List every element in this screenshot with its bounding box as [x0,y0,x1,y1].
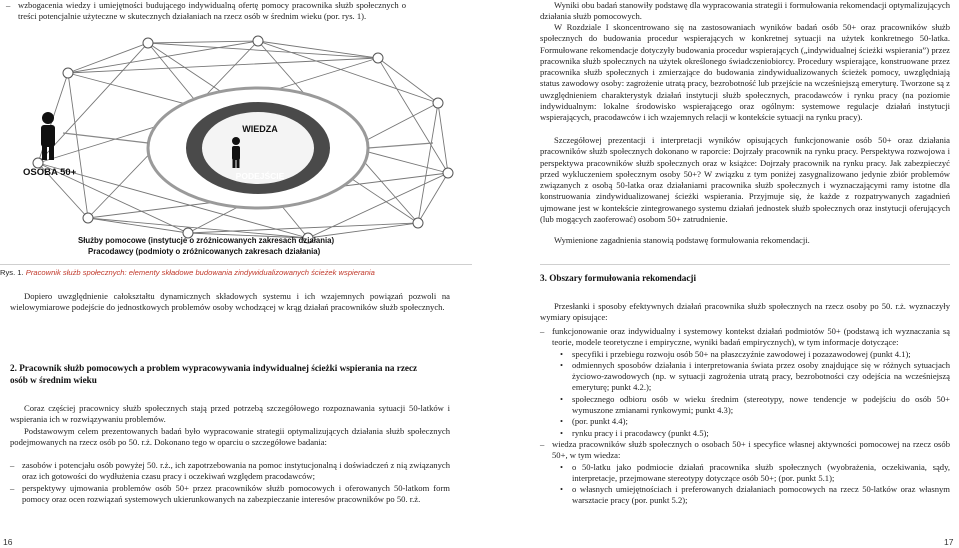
figure-diagram [8,33,468,258]
list-item: – perspektywy ujmowania problemów osób 50+ przez pracowników służb pomocowych i oferowanych 50-latkom form pomocy oraz ocen rozwiązań systemowych ukierunkowanych na zabezpieczanie interesów pracowników po 50. r.ż. [10,483,450,506]
approach-label: PODEJŚCIE [235,171,285,181]
list-item: – zasobów i potencjału osób powyżej 50. r.ż., ich zapotrzebowania na pomoc instytucjonalną i doświadczeń z nią związanych oraz ich gotowości do wydłużenia czasu pracy i oczekiwań względem pracodawców; [10,460,450,483]
person-icon [41,112,55,160]
legend-line-2: Pracodawcy (podmioty o zróżnicowanych zakresach działania) [88,247,321,256]
right-paragraph-4: Wymienione zagadnienia stanowią podstawę formułowania rekomendacji. [554,235,810,245]
right-bullet-list [540,326,950,507]
list-item: • (por. punkt 4.4); [560,416,950,427]
legend-line-1: Służby pomocowe (instytucje o zróżnicowanych zakresach działania) [78,236,335,245]
person-left-label: OSOBA 50+ [23,167,77,178]
caption-prefix: Rys. 1. [0,268,24,277]
list-item: – wzbogacenia wiedzy i umiejętności budującego indywidualną ofertę pomocy pracownika służb społecznych o treści potencjalnie użyteczne w skutecznych działaniach na rzecz osób w średnim wieku (por. rys. 1). [6,0,406,23]
right-paragraph-1: Wyniki obu badań stanowiły podstawę dla wypracowania strategii i formułowania rekomendacji optymalizujących działania służb pomocowych. [540,0,950,22]
left-paragraph-3: Podstawowym celem prezentowanych badań było wypracowanie strategii optymalizujących działania służb społecznych podejmowanych na rzecz osób po 50. r.ż. Dokonano tego w oparciu o szczegółowe badania: [10,426,450,448]
list-item: • o własnych umiejętnościach i preferowanych działaniach pomocowych na rzecz 50-latków oraz własnym warsztacie pracy (por. punkt 5.2); [560,484,950,507]
right-paragraph-3: Szczegółowej prezentacji i interpretacji wyników opisujących funkcjonowanie osób 50+ oraz działania pracowników służb społecznych dokonano w raporcie: Dojrzały pracownik na rynku pracy. Perspektywa rozwojowa i perspektywa pracowników służb społecznych oraz w książce: Dojrzały pracownik na rynku pracy. Jak zabezpieczyć przed wykluczeniem społecznym osoby 50+? W związku z tym poniżej zasygnalizowano jedynie zbiór problemów związanych z osobą 50-latka oraz działaniami pracownika służb społecznych i wyznaczającymi ramy istotne dla konstruowania zindywidualizowanej ścieżki wspierania. Przyjmuje się, że każde z rozpatrywanych zagadnień ujmowane jest w kontekście zintegrowanego systemu działań jednostek służb społecznych oraz instytucji oferujących (lub mogących zaoferować) osobom 50+ zatrudnienie. [540,135,950,225]
caption-rule [0,264,472,265]
heading-rule [540,264,950,265]
left-bullet-list [10,460,450,505]
section-heading-2: 2. Pracownik służb pomocowych a problem wypracowywania indywidualnej ścieżki wspierania na rzecz osób w średnim wieku [10,363,418,385]
list-item: • specyfiki i przebiegu rozwoju osób 50+ na płaszczyźnie zawodowej i pozazawodowej (punkt 4.1); [560,349,950,360]
left-top-bullet-list [6,0,406,23]
caption-text: Pracownik służb społecznych: elementy składowe budowania zindywidualizowanych ścieżek wspierania [25,268,375,277]
sub-bullet-list-2 [560,462,950,507]
list-item: • społecznego odbioru osób w wieku średnim (stereotypy, nowe tendencje w podejściu do osób 50+ wymuszone zmianami rynkowymi; punkt 4.3); [560,394,950,417]
main-bullet-2: wiedza pracowników służb społecznych o osobach 50+ i specyfice własnej aktywności pomocowej na rzecz osób 50+, w tym wiedza: [552,438,950,461]
section-heading-3: 3. Obszary formułowania rekomendacji [540,273,697,283]
list-item [540,326,950,439]
right-page [480,0,959,548]
list-item: • o 50-latku jako podmiocie działań pracownika służb społecznych (wyobrażenia, oczekiwania, sądy, interpretacje, przejmowane stereotypy dotyczące osób 50+; (por. punkt 5.1); [560,462,950,485]
list-item [540,439,950,507]
knowledge-label: WIEDZA [242,124,278,134]
figure-caption [0,268,472,277]
right-paragraph-2: W Rozdziale I skoncentrowano się na zastosowaniach wyników badań osób 50+ oraz pracowników służb społecznych do budowania procedur wspierających w konkretnej sytuacji na użytek konkretnego 50-latka. Formułowane rekomendacje dotyczyły budowania procedur wspierających („indywidualnej ścieżki wspierania”) przez pracownika służb społecznych na użytek określonego świadczeniobiorcy. Procedury wspierające, konstruowane przez pracownika służb społecznych i zmierzające do budowania zindywidualizowanych ścieżek pomocy, uwzględniają status zawodowy osoby: zagrożenie utratą pracy, bezrobotność lub przejście na wcześniejszą emeryturę. Tworzone są z uwzględnieniem charakterystyk działań instytucji służb społecznych, pracodawców i rynku pracy (na poziomie indywidualnym: lokalne środowisko wspierającego oraz ogólnym: systemowe regulacje działań instytucji wspierających, pracodawców i ich wzajemnych relacji w kontekście sytuacji na rynku pracy). [540,22,950,123]
page-number-left: 16 [3,537,13,547]
sub-bullet-list-1 [560,349,950,439]
list-item: • odmiennych sposobów działania i interpretowania świata przez osoby znajdujące się w różnych sytuacjach życiowo-zawodowych (np. w sytuacji zagrożenia utratą pracy, bezrobotności czy odejścia na wcześniejszą emeryturę; punkt 4.2.); [560,360,950,394]
list-item: • rynku pracy i i pracodawcy (punkt 4.5); [560,428,950,439]
left-paragraph-1: Dopiero uwzględnienie całokształtu dynamicznych składowych systemu i ich wzajemnych powiązań pozwoli na wielowymiarowe podejście do jednostkowych problemów osoby wchodzącej w krąg działań pracowników służb społecznych. [10,291,450,313]
page-number-right: 17 [944,537,954,547]
main-bullet-1: funkcjonowanie oraz indywidualny i systemowy kontekst działań podmiotów 50+ (podstawą ich wyznaczania są teorie, modele teoretyczne i empiryczne, wyniki badań empirycznych), w tym informacje dotyczące: [552,326,950,348]
right-paragraph-5: Przesłanki i sposoby efektywnych działań pracownika służb społecznych na rzecz osoby po 50. r.ż. wyznaczyły wymiary opisujące: [540,301,950,323]
left-paragraph-2: Coraz częściej pracownicy służb społecznych stają przed potrzebą szczegółowego rozpoznawania sytuacji 50-latków i wspierania ich w rozwiązywaniu problemów. [10,403,450,425]
